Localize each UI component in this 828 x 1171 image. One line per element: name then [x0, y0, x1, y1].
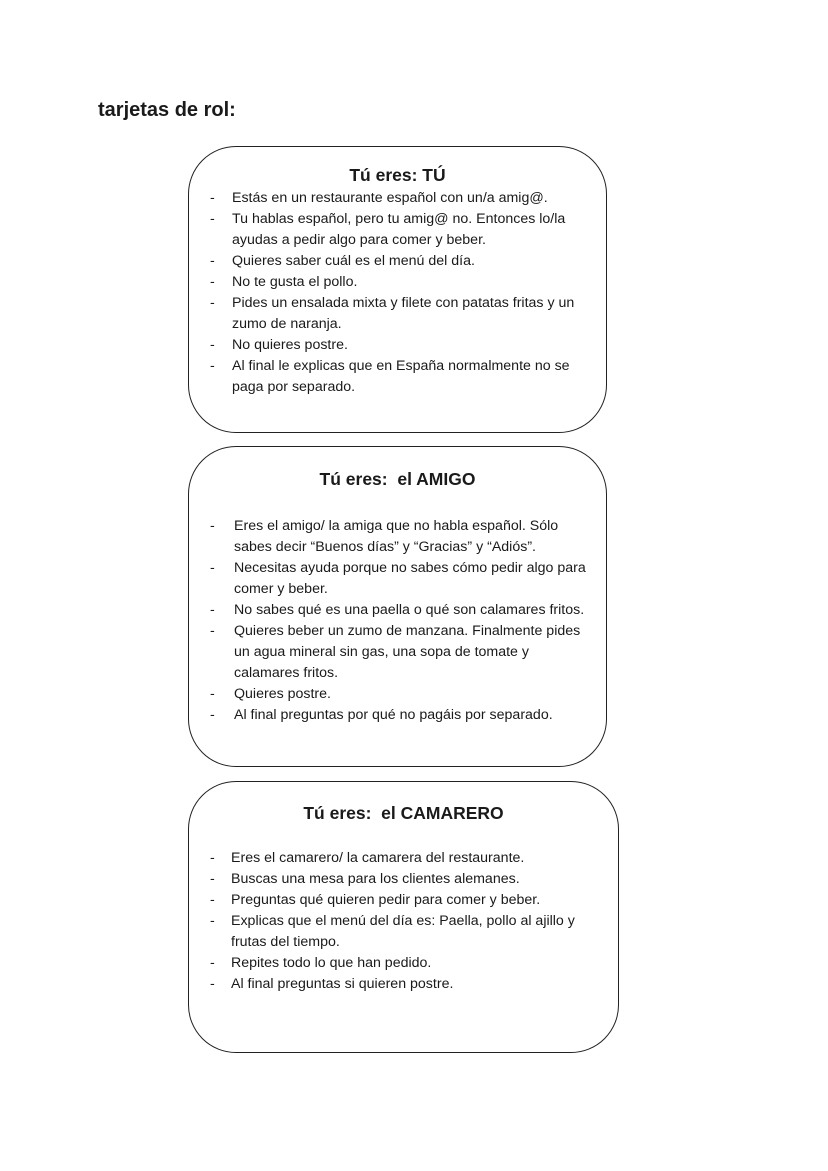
role-card-amigo — [188, 446, 607, 767]
list-item: - Repites todo lo que han pedido. — [207, 953, 610, 974]
role-card-camarero — [188, 781, 619, 1053]
card-title: Tú eres: TÚ — [349, 165, 446, 185]
list-item: - Buscas una mesa para los clientes alemanes. — [207, 869, 610, 890]
role-card-tu — [188, 146, 607, 433]
list-item: - Preguntas qué quieren pedir para comer y beber. — [207, 890, 610, 911]
list-item: - Pides un ensalada mixta y filete con patatas fritas y un zumo de naranja. — [207, 293, 598, 335]
list-item: - No sabes qué es una paella o qué son calamares fritos. — [207, 600, 598, 621]
list-item: - No quieres postre. — [207, 335, 598, 356]
list-item: - No te gusta el pollo. — [207, 272, 598, 293]
card-list — [207, 848, 610, 995]
list-item: - Quieres saber cuál es el menú del día. — [207, 251, 598, 272]
list-item: - Eres el amigo/ la amiga que no habla español. Sólo sabes decir “Buenos días” y “Gracias” y “Adiós”. — [207, 516, 598, 558]
list-item: - Estás en un restaurante español con un/a amig@. — [207, 188, 598, 209]
card-list — [207, 516, 598, 726]
list-item: - Al final le explicas que en España normalmente no se paga por separado. — [207, 356, 598, 398]
list-item: - Eres el camarero/ la camarera del restaurante. — [207, 848, 610, 869]
page-heading: tarjetas de rol: — [98, 99, 236, 121]
list-item: - Tu hablas español, pero tu amig@ no. Entonces lo/la ayudas a pedir algo para comer y beber. — [207, 209, 598, 251]
list-item: - Al final preguntas si quieren postre. — [207, 974, 610, 995]
list-item: - Quieres postre. — [207, 684, 598, 705]
list-item: - Necesitas ayuda porque no sabes cómo pedir algo para comer y beber. — [207, 558, 598, 600]
list-item: - Quieres beber un zumo de manzana. Finalmente pides un agua mineral sin gas, una sopa de tomate y calamares fritos. — [207, 621, 598, 684]
list-item: - Explicas que el menú del día es: Paella, pollo al ajillo y frutas del tiempo. — [207, 911, 610, 953]
card-list — [207, 188, 598, 398]
list-item: - Al final preguntas por qué no pagáis por separado. — [207, 705, 598, 726]
card-title: Tú eres: el CAMARERO — [303, 803, 504, 823]
card-title: Tú eres: el AMIGO — [319, 469, 476, 489]
